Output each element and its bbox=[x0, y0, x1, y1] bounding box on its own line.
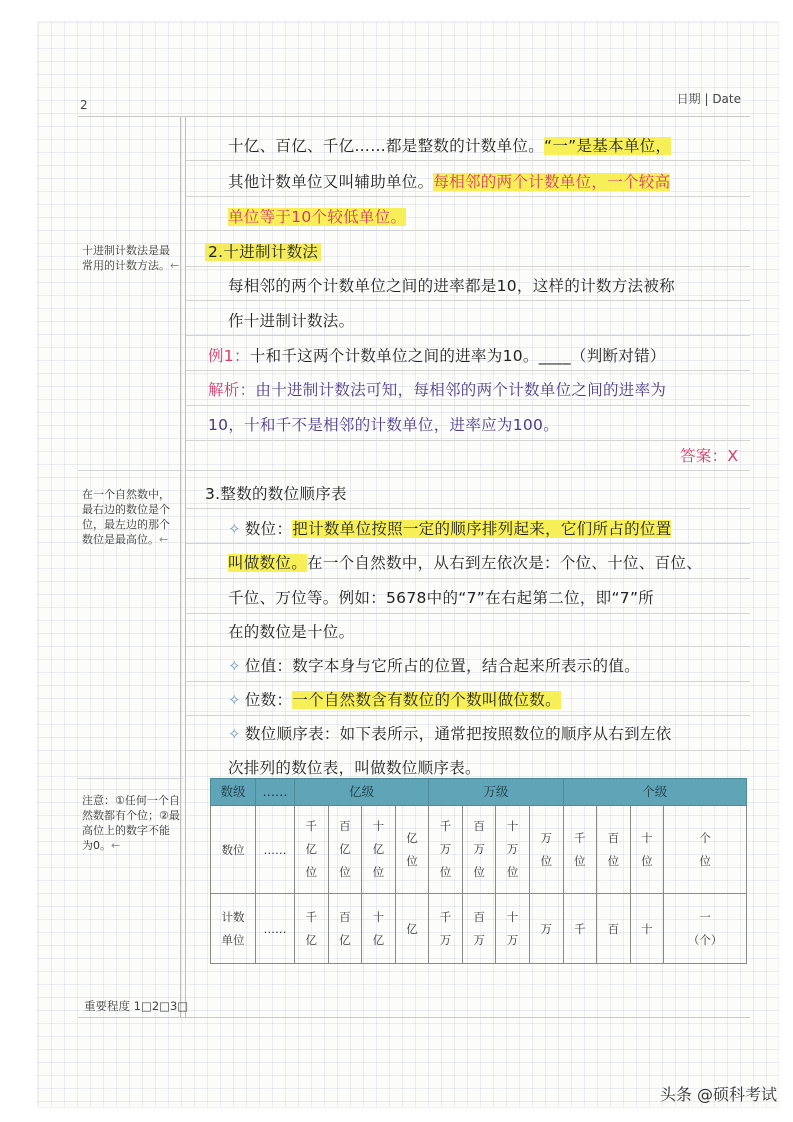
star-icon: ✧ bbox=[228, 725, 241, 743]
table-row bbox=[211, 806, 747, 894]
table-cell bbox=[328, 894, 362, 964]
cell-text: 个位 bbox=[699, 830, 711, 868]
table-cell bbox=[630, 806, 664, 894]
cell-text: 十亿 bbox=[372, 909, 385, 947]
date-label: 日期 | Date bbox=[676, 92, 741, 106]
star-icon: ✧ bbox=[228, 691, 241, 709]
example-label: 例1： bbox=[208, 347, 250, 365]
highlighted-pink-text: 单位等于10个较低单位。 bbox=[228, 208, 407, 226]
text-segment: 数位顺序表：如下表所示，通常把按照数位的顺序从右到左依 bbox=[244, 725, 672, 743]
section-heading-2 bbox=[205, 240, 321, 262]
arrow-left-icon: ← bbox=[159, 533, 169, 546]
cell-text: 十位 bbox=[641, 830, 653, 868]
ruled-line bbox=[186, 405, 750, 406]
text-line bbox=[228, 170, 670, 192]
table-cell: 百 bbox=[597, 894, 631, 964]
ruled-line bbox=[186, 613, 750, 614]
table-row bbox=[211, 894, 747, 964]
margin-line-inner bbox=[185, 117, 186, 1017]
margin-note-1 bbox=[82, 243, 180, 273]
cell-text: 千万 bbox=[439, 909, 452, 947]
star-icon: ✧ bbox=[228, 657, 241, 675]
ruled-line bbox=[186, 681, 750, 682]
ruled-line bbox=[186, 470, 750, 471]
text-line: 作十进制计数法。 bbox=[228, 312, 355, 330]
ruled-line bbox=[186, 440, 750, 441]
note-text: 十进制计数法是最常用的计数方法。 bbox=[82, 244, 170, 272]
ruled-line bbox=[186, 230, 750, 231]
text-line: 千位、万位等。例如：5678中的“7”在右起第二位，即“7”所 bbox=[228, 589, 655, 607]
definition-line bbox=[228, 688, 561, 710]
term-label: 数位： bbox=[244, 520, 293, 538]
page-number: 2 bbox=[80, 98, 88, 112]
margin-note-2 bbox=[82, 487, 180, 547]
table-header-cell: 数级 bbox=[211, 779, 256, 806]
table-cell bbox=[362, 894, 396, 964]
watermark-text: 头条 @硕科考试 bbox=[659, 1085, 777, 1104]
table-cell: 亿 bbox=[395, 894, 429, 964]
table-header-cell: 亿级 bbox=[295, 779, 429, 806]
text-line bbox=[228, 134, 671, 156]
table-cell: 千 bbox=[563, 894, 597, 964]
text-line: 每相邻的两个计数单位之间的进率都是10，这样的计数方法被称 bbox=[228, 277, 675, 295]
definition-line bbox=[228, 654, 640, 676]
definition-line bbox=[228, 722, 671, 744]
cell-text: 十万 bbox=[506, 909, 519, 947]
example-text: 十和千这两个计数单位之间的进率为10。____（判断对错） bbox=[249, 347, 666, 365]
example-line bbox=[208, 344, 666, 366]
top-rule bbox=[78, 116, 750, 117]
cell-text: 万位 bbox=[540, 830, 552, 868]
table-cell bbox=[462, 806, 496, 894]
ruled-line bbox=[186, 196, 750, 197]
ruled-line bbox=[186, 750, 750, 751]
side-rule bbox=[78, 470, 183, 471]
highlighted-text: 叫做数位。 bbox=[228, 554, 308, 572]
note-text: 在一个自然数中，最右边的数位是个位，最左边的那个数位是最高位。 bbox=[82, 488, 170, 546]
cell-text: 百亿 bbox=[339, 909, 351, 947]
arrow-left-icon: ← bbox=[170, 259, 180, 272]
table-cell bbox=[462, 894, 496, 964]
answer-text: 答案：X bbox=[680, 447, 739, 465]
ruled-line bbox=[186, 646, 750, 647]
analysis-label: 解析： bbox=[208, 381, 256, 399]
table-cell: 万 bbox=[529, 894, 563, 964]
table-header-cell: 万级 bbox=[429, 779, 563, 806]
table-cell bbox=[328, 806, 362, 894]
table-cell bbox=[597, 806, 631, 894]
ruled-line bbox=[186, 508, 750, 509]
table-header-row bbox=[211, 779, 747, 806]
cell-text: 亿位 bbox=[406, 830, 418, 868]
text-line bbox=[228, 205, 406, 227]
margin-note-3 bbox=[82, 793, 180, 853]
cell-text: 千亿 bbox=[305, 909, 318, 947]
place-value-table bbox=[210, 778, 747, 964]
text-segment: 位值：数字本身与它所占的位置，结合起来所表示的值。 bbox=[244, 657, 640, 675]
analysis-line bbox=[208, 378, 666, 400]
cell-text: 百万位 bbox=[473, 819, 485, 879]
side-rule bbox=[78, 778, 183, 779]
ruled-line bbox=[186, 300, 750, 301]
analysis-text: 由十进制计数法可知，每相邻的两个计数单位之间的进率为 bbox=[255, 381, 667, 399]
text-line: 次排列的数位表，叫做数位顺序表。 bbox=[228, 759, 481, 777]
definition-line bbox=[228, 551, 702, 573]
ruled-line bbox=[186, 266, 750, 267]
text-line: 在的数位是十位。 bbox=[228, 623, 355, 641]
table-cell bbox=[496, 894, 530, 964]
table-cell: …… bbox=[256, 894, 295, 964]
table-cell bbox=[295, 894, 329, 964]
cell-text: 百万 bbox=[473, 909, 485, 947]
highlighted-text: 一个自然数含有数位的个数叫做位数。 bbox=[292, 691, 561, 709]
table-cell bbox=[529, 806, 563, 894]
cell-text: 千亿位 bbox=[305, 819, 318, 879]
ruled-line bbox=[186, 715, 750, 716]
footer-rule bbox=[78, 1017, 750, 1018]
table-cell bbox=[429, 806, 463, 894]
table-cell: …… bbox=[256, 806, 295, 894]
importance-label: 重要程度 1□2□3□ bbox=[84, 999, 189, 1013]
highlighted-text: “一”是基本单位， bbox=[544, 137, 672, 155]
cell-text: 一（个） bbox=[687, 909, 723, 947]
table-cell bbox=[664, 806, 747, 894]
margin-line bbox=[180, 117, 181, 1017]
ruled-line bbox=[186, 578, 750, 579]
heading-text: 2.十进制计数法 bbox=[205, 243, 321, 261]
table-header-cell: …… bbox=[256, 779, 295, 806]
table-cell bbox=[664, 894, 747, 964]
table-cell: 十 bbox=[630, 894, 664, 964]
star-icon: ✧ bbox=[228, 520, 241, 538]
ruled-line bbox=[186, 160, 750, 161]
table-header-cell: 个级 bbox=[563, 779, 747, 806]
cell-text: 计数单位 bbox=[221, 909, 245, 947]
arrow-left-icon: ← bbox=[111, 839, 121, 852]
cell-text: 十亿位 bbox=[372, 819, 385, 879]
row-label bbox=[211, 894, 256, 964]
text-segment: 十亿、百亿、千亿……都是整数的计数单位。 bbox=[228, 137, 545, 155]
analysis-line-2: 10，十和千不是相邻的计数单位，进率应为100。 bbox=[208, 416, 560, 434]
ruled-line bbox=[186, 335, 750, 336]
section-heading-3: 3.整数的数位顺序表 bbox=[205, 485, 347, 503]
highlighted-text: 把计数单位按照一定的顺序排列起来，它们所占的位置 bbox=[292, 520, 672, 538]
ruled-line bbox=[186, 543, 750, 544]
term-label: 位数： bbox=[244, 691, 293, 709]
ruled-line bbox=[186, 370, 750, 371]
table-cell bbox=[563, 806, 597, 894]
cell-text: 百位 bbox=[607, 830, 620, 868]
text-segment: 在一个自然数中，从右到左依次是：个位、十位、百位、 bbox=[307, 554, 703, 572]
table-cell bbox=[395, 806, 429, 894]
definition-line bbox=[228, 517, 671, 539]
table-cell bbox=[429, 894, 463, 964]
cell-text: 百亿位 bbox=[339, 819, 351, 879]
text-segment: 其他计数单位又叫辅助单位。 bbox=[228, 173, 434, 191]
row-label: 数位 bbox=[211, 806, 256, 894]
highlighted-pink-text: 每相邻的两个计数单位，一个较高 bbox=[433, 173, 671, 191]
cell-text: 千万位 bbox=[439, 819, 452, 879]
cell-text: 十万位 bbox=[506, 819, 519, 879]
table-cell bbox=[496, 806, 530, 894]
cell-text: 千位 bbox=[574, 830, 586, 868]
table-cell bbox=[362, 806, 396, 894]
note-text: 注意：①任何一个自然数都有个位；②最高位上的数字不能为0。 bbox=[82, 794, 180, 852]
table-cell bbox=[295, 806, 329, 894]
